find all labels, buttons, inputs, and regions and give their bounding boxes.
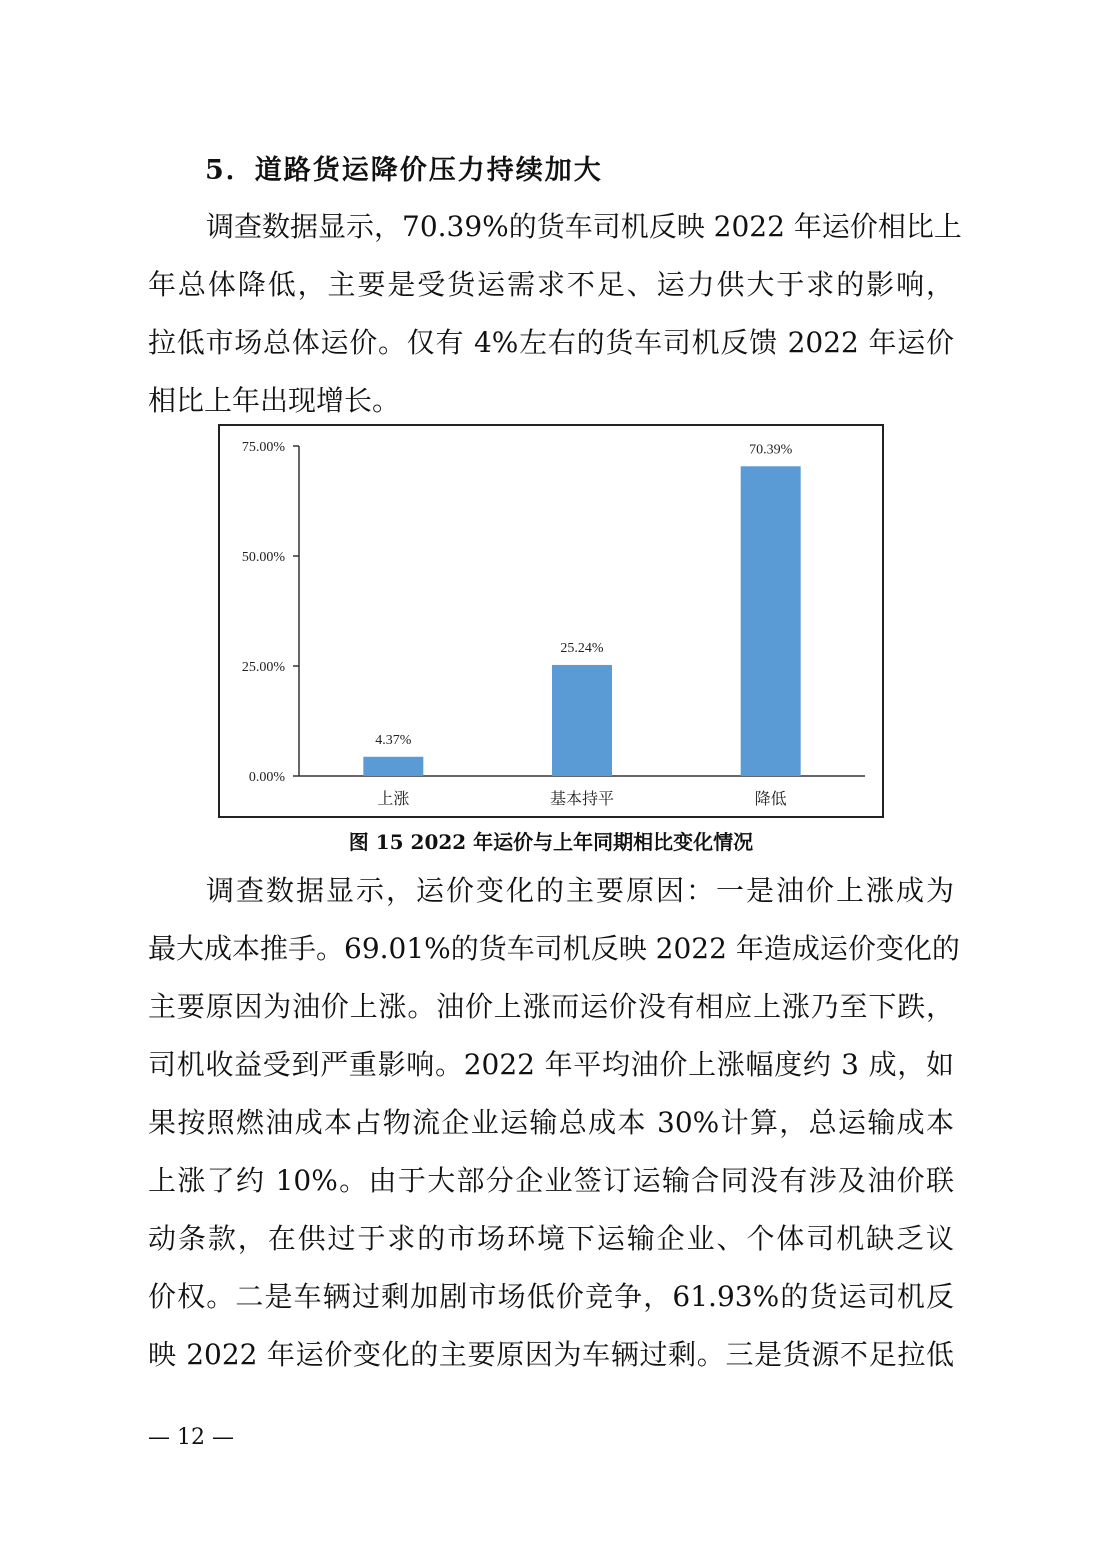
section-heading: 5．道路货运降价压力持续加大 <box>205 155 603 186</box>
paragraph-2 <box>148 862 960 1384</box>
y-tick-label: 25.00% <box>241 660 285 675</box>
paragraph-line: 调查数据显示，70.39%的货车司机反映 2022 年运价相比上 <box>206 210 962 243</box>
y-tick-label: 75.00% <box>241 440 285 455</box>
paragraph-line: 拉低市场总体运价。仅有 4%左右的货车司机反馈 2022 年运价 <box>148 326 954 359</box>
data-label: 25.24% <box>560 640 604 656</box>
paragraph-line: 调查数据显示，运价变化的主要原因：一是油价上涨成为 <box>206 874 954 907</box>
y-tick-label: 0.00% <box>248 770 285 785</box>
x-tick-label: 降低 <box>754 789 787 808</box>
paragraph-line: 果按照燃油成本占物流企业运输总成本 30%计算，总运输成本 <box>148 1106 954 1139</box>
x-tick-label: 基本持平 <box>549 789 615 808</box>
bar <box>552 665 612 776</box>
paragraph-line: 价权。二是车辆过剩加剧市场低价竞争，61.93%的货运司机反 <box>148 1280 954 1313</box>
paragraph-line: 主要原因为油价上涨。油价上涨而运价没有相应上涨乃至下跌， <box>148 990 954 1023</box>
chart-caption: 图 15 2022 年运价与上年同期相比变化情况 <box>348 830 754 854</box>
chart-svg <box>220 426 882 816</box>
paragraph-line: 司机收益受到严重影响。2022 年平均油价上涨幅度约 3 成，如 <box>148 1048 954 1081</box>
paragraph-line: 最大成本推手。69.01%的货车司机反映 2022 年造成运价变化的 <box>148 932 960 965</box>
paragraph-line: 年总体降低，主要是受货运需求不足、运力供大于求的影响， <box>148 268 954 301</box>
paragraph-line: 动条款，在供过于求的市场环境下运输企业、个体司机缺乏议 <box>148 1222 954 1255</box>
x-tick-label: 上涨 <box>377 789 410 808</box>
data-label: 70.39% <box>749 442 793 458</box>
bar <box>363 757 423 776</box>
paragraph-1 <box>148 198 962 430</box>
bar <box>741 466 801 776</box>
data-label: 4.37% <box>375 732 412 748</box>
paragraph-line: 上涨了约 10%。由于大部分企业签订运输合同没有涉及油价联 <box>148 1164 954 1197</box>
page-number: — 12 — <box>148 1425 234 1450</box>
paragraph-line: 相比上年出现增长。 <box>148 384 401 417</box>
paragraph-line: 映 2022 年运价变化的主要原因为车辆过剩。三是货源不足拉低 <box>148 1338 954 1371</box>
y-tick-label: 50.00% <box>241 550 285 565</box>
bar-chart <box>218 424 884 818</box>
